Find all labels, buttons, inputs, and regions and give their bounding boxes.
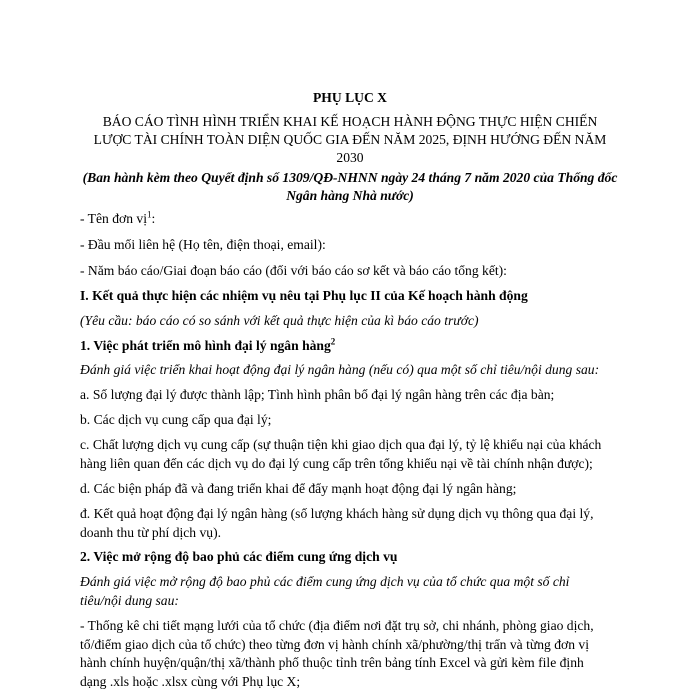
- item-2-network-note: - Thống kê chi tiết mạng lưới của tổ chức (địa điểm nơi đặt trụ sở, chi nhánh, phòng giao dịch, tổ/điểm giao dịch của tổ chức) theo từng đơn vị hành chính xã/phường/thị trấn và từng đơn vị hành chính huyện/quận/thị xã/thành phố thuộc tỉnh trên bảng tính Excel và gửi kèm file định dạng .xls hoặc .xlsx cùng với Phụ lục X;: [80, 618, 594, 689]
- item-1-point-b: b. Các dịch vụ cung cấp qua đại lý;: [80, 412, 272, 427]
- footnote-ref: 1: [146, 209, 152, 220]
- report-title-line: LƯỢC TÀI CHÍNH TOÀN DIỆN QUỐC GIA ĐẾN NĂM 2025, ĐỊNH HƯỚNG ĐẾN NĂM: [93, 132, 607, 147]
- unit-name-field: - Tên đơn vị$^1$:: [80, 209, 156, 226]
- section-1-requirement: (Yêu cầu: báo cáo có so sánh với kết quả thực hiện của kì báo cáo trước): [80, 313, 479, 328]
- footnote-ref: 2: [330, 336, 336, 347]
- item-1-point-c: c. Chất lượng dịch vụ cung cấp (sự thuận tiện khi giao dịch qua đại lý, tỷ lệ khiếu nại của khách hàng liên quan đến các dịch vụ do đại lý cung cấp trên tổng khiếu nại về tài chính nhận được);: [80, 437, 602, 471]
- section-1-heading: I. Kết quả thực hiện các nhiệm vụ nêu tại Phụ lục II của Kế hoạch hành động: [80, 288, 528, 303]
- contact-field: - Đầu mối liên hệ (Họ tên, điện thoại, email):: [80, 237, 326, 252]
- annex-title: PHỤ LỤC X: [312, 90, 387, 105]
- report-title-line: 2030: [336, 150, 364, 165]
- item-1-point-d: d. Các biện pháp đã và đang triển khai để đẩy mạnh hoạt động đại lý ngân hàng;: [80, 481, 517, 496]
- issuance-note: [80, 169, 620, 205]
- item-1-intro: Đánh giá việc triển khai hoạt động đại lý ngân hàng (nếu có) qua một số chỉ tiêu/nội dung sau:: [80, 362, 600, 377]
- report-title-line: BÁO CÁO TÌNH HÌNH TRIỂN KHAI KẾ HOẠCH HÀNH ĐỘNG THỰC HIỆN CHIẾN: [102, 114, 598, 129]
- item-1-point-a: a. Số lượng đại lý được thành lập; Tình hình phân bố đại lý ngân hàng trên các địa bàn;: [80, 387, 555, 402]
- item-2-intro: Đánh giá việc mở rộng độ bao phủ các điểm cung ứng dịch vụ của tổ chức qua một số chỉ tiêu/nội dung sau:: [80, 574, 570, 608]
- item-1-heading: 1. Việc phát triển mô hình đại lý ngân hàng$^2$: [80, 336, 336, 353]
- item-2-heading: 2. Việc mở rộng độ bao phủ các điểm cung ứng dịch vụ: [80, 549, 398, 564]
- issuance-line: Ngân hàng Nhà nước): [286, 188, 414, 203]
- report-title: [80, 113, 620, 167]
- report-period-field: - Năm báo cáo/Giai đoạn báo cáo (đối với báo cáo sơ kết và báo cáo tổng kết):: [80, 263, 507, 278]
- item-1-point-dd: đ. Kết quả hoạt động đại lý ngân hàng (số lượng khách hàng sử dụng dịch vụ thông qua đại lý, doanh thu từ phí dịch vụ).: [80, 506, 594, 540]
- issuance-line: (Ban hành kèm theo Quyết định số 1309/QĐ-NHNN ngày 24 tháng 7 năm 2020 của Thống đốc: [82, 170, 618, 185]
